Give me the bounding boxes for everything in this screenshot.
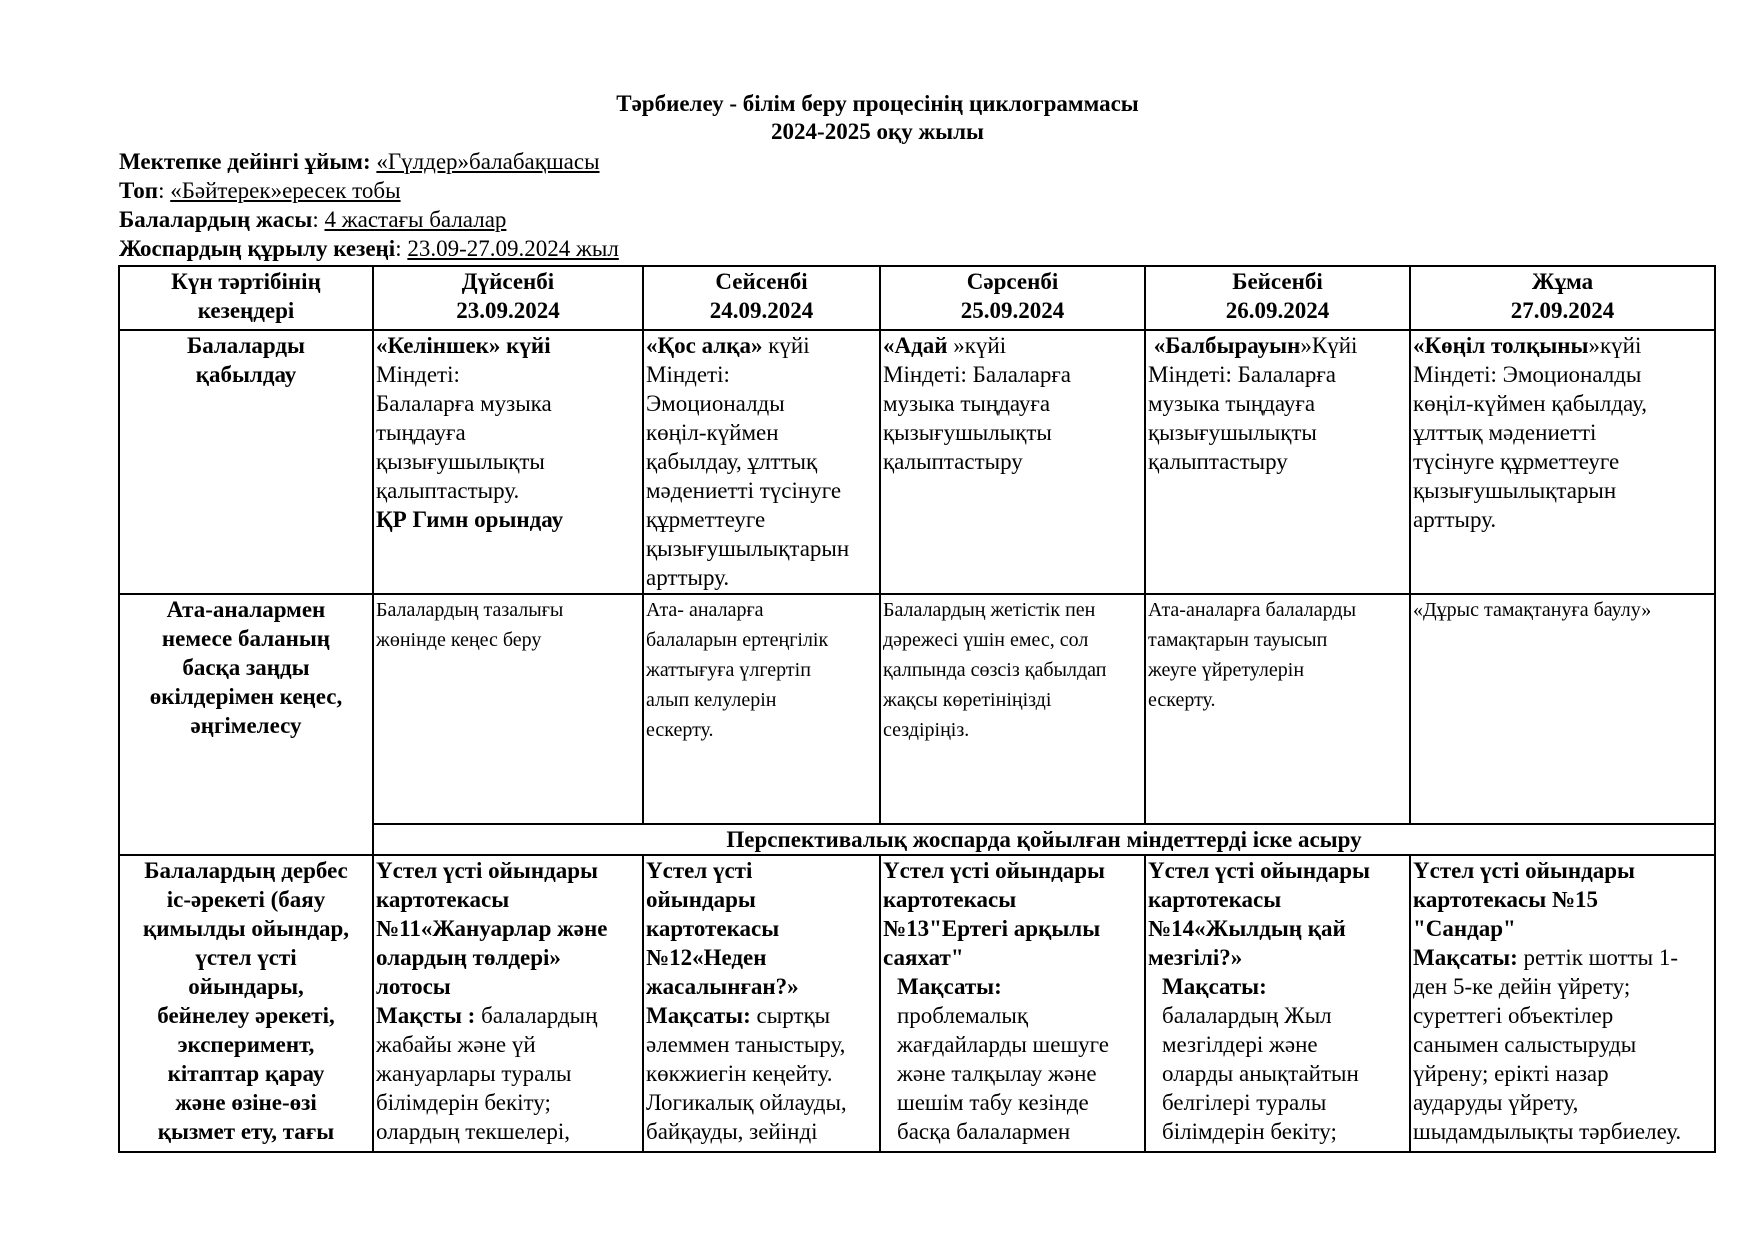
info-age: Балалардың жасы: 4 жастағы балалар — [119, 207, 507, 232]
reception-cell: «Қос алқа» күйі Міндеті: Эмоционалды көңіл-күймен қабылдау, ұлттық мәдениетті түсінуге құрметтеуге қызығушылықтарын арттыру. — [643, 330, 880, 594]
table-header-row — [119, 266, 1715, 330]
academic-year: 2024-2025 оқу жылы — [771, 119, 984, 144]
activity-cell: Үстел үсті ойындары картотекасы №15 "Сандар" Мақсаты: реттік шотты 1- ден 5-ке дейін үйрету; суреттегі объектілер санымен салыстыруды үйрену; ерікті назар аударуды үйрету, шыдамдылықты тәрбиелеу. — [1410, 855, 1715, 1152]
document-title: Тәрбиелеу - білім беру процесінің циклограммасы — [616, 91, 1139, 116]
row-label-activity: Балалардың дербес іс-әрекеті (баяу қимылды ойындар, үстел үсті ойындары, бейнелеу әрекеті, эксперимент, кітаптар қарау және өзіне-өзі қызмет ету, тағы — [119, 855, 373, 1152]
activity-cell: Үстел үсті ойындары картотекасы №12«Неден жасалынған?» Мақсаты: сыртқы әлеммен таныстыру, көкжиегін кеңейту. Логикалық ойлауды, байқауды, зейінді — [643, 855, 880, 1152]
table-row-parents — [119, 594, 1715, 824]
activity-cell: Үстел үсті ойындары картотекасы №13"Ертегі арқылы саяхат" Мақсаты: проблемалық жағдайларды шешуге және талқылау және шешім табу кезінде басқа балалармен — [880, 855, 1145, 1152]
table-row-activity — [119, 855, 1715, 1152]
parents-cell: «Дұрыс тамақтануға баулу» — [1410, 594, 1715, 824]
activity-cell: Үстел үсті ойындары картотекасы №11«Жануарлар және олардың төлдері» лотосы Мақсты : балалардың жабайы және үй жануарлары туралы білімдерін бекіту; олардың текшелері, — [373, 855, 643, 1152]
parents-cell: Балалардың жетістік пен дәрежесі үшін емес, сол қалпында сөзсіз қабылдап жақсы көретініңізді сездіріңіз. — [880, 594, 1145, 824]
reception-cell: «Адай »күйі Міндеті: Балаларға музыка тыңдауға қызығушылықты қалыптастыру — [880, 330, 1145, 594]
cyclogram-table — [118, 265, 1716, 1153]
reception-cell: «Көңіл толқыны»күйі Міндеті: Эмоционалды көңіл-күймен қабылдау, ұлттық мәдениетті түсінуге құрметтеуге қызығушылықтарын арттыру. — [1410, 330, 1715, 594]
info-group: Топ: «Бәйтерек»ересек тобы — [119, 178, 401, 203]
row-label-parents: Ата-аналармен немесе баланың басқа заңды өкілдерімен кеңес, әңгімелесу — [119, 594, 373, 855]
day-header: Жұма 27.09.2024 — [1410, 266, 1715, 330]
row-label-reception: Балаларды қабылдау — [119, 330, 373, 594]
day-header: Сейсенбі 24.09.2024 — [643, 266, 880, 330]
perspective-band: Перспективалық жоспарда қойылған міндеттерді іске асыру — [373, 824, 1715, 855]
day-header: Сәрсенбі 25.09.2024 — [880, 266, 1145, 330]
day-header: Бейсенбі 26.09.2024 — [1145, 266, 1410, 330]
parents-cell: Балалардың тазалығы жөнінде кеңес беру — [373, 594, 643, 824]
day-header: Дүйсенбі 23.09.2024 — [373, 266, 643, 330]
reception-cell: «Балбырауын»Күйі Міндеті: Балаларға музыка тыңдауға қызығушылықты қалыптастыру — [1145, 330, 1410, 594]
parents-cell: Ата- аналарға балаларын ертеңгілік жаттығуға үлгертіп алып келулерін ескерту. — [643, 594, 880, 824]
table-row-reception — [119, 330, 1715, 594]
reception-cell: «Келіншек» күйі Міндеті: Балаларға музыка тыңдауға қызығушылықты қалыптастыру. ҚР Гимн орындау — [373, 330, 643, 594]
parents-cell: Ата-аналарға балаларды тамақтарын тауысып жеуге үйретулерін ескерту. — [1145, 594, 1410, 824]
corner-header: Күн тәртібінің кезеңдері — [119, 266, 373, 330]
info-organization: Мектепке дейінгі ұйым: «Гүлдер»балабақшасы — [119, 149, 600, 174]
activity-cell: Үстел үсті ойындары картотекасы №14«Жылдың қай мезгілі?» Мақсаты: балалардың Жыл мезгілдері және оларды анықтайтын белгілері туралы білімдерін бекіту; — [1145, 855, 1410, 1152]
info-period: Жоспардың құрылу кезеңі: 23.09-27.09.2024 жыл — [119, 236, 619, 261]
